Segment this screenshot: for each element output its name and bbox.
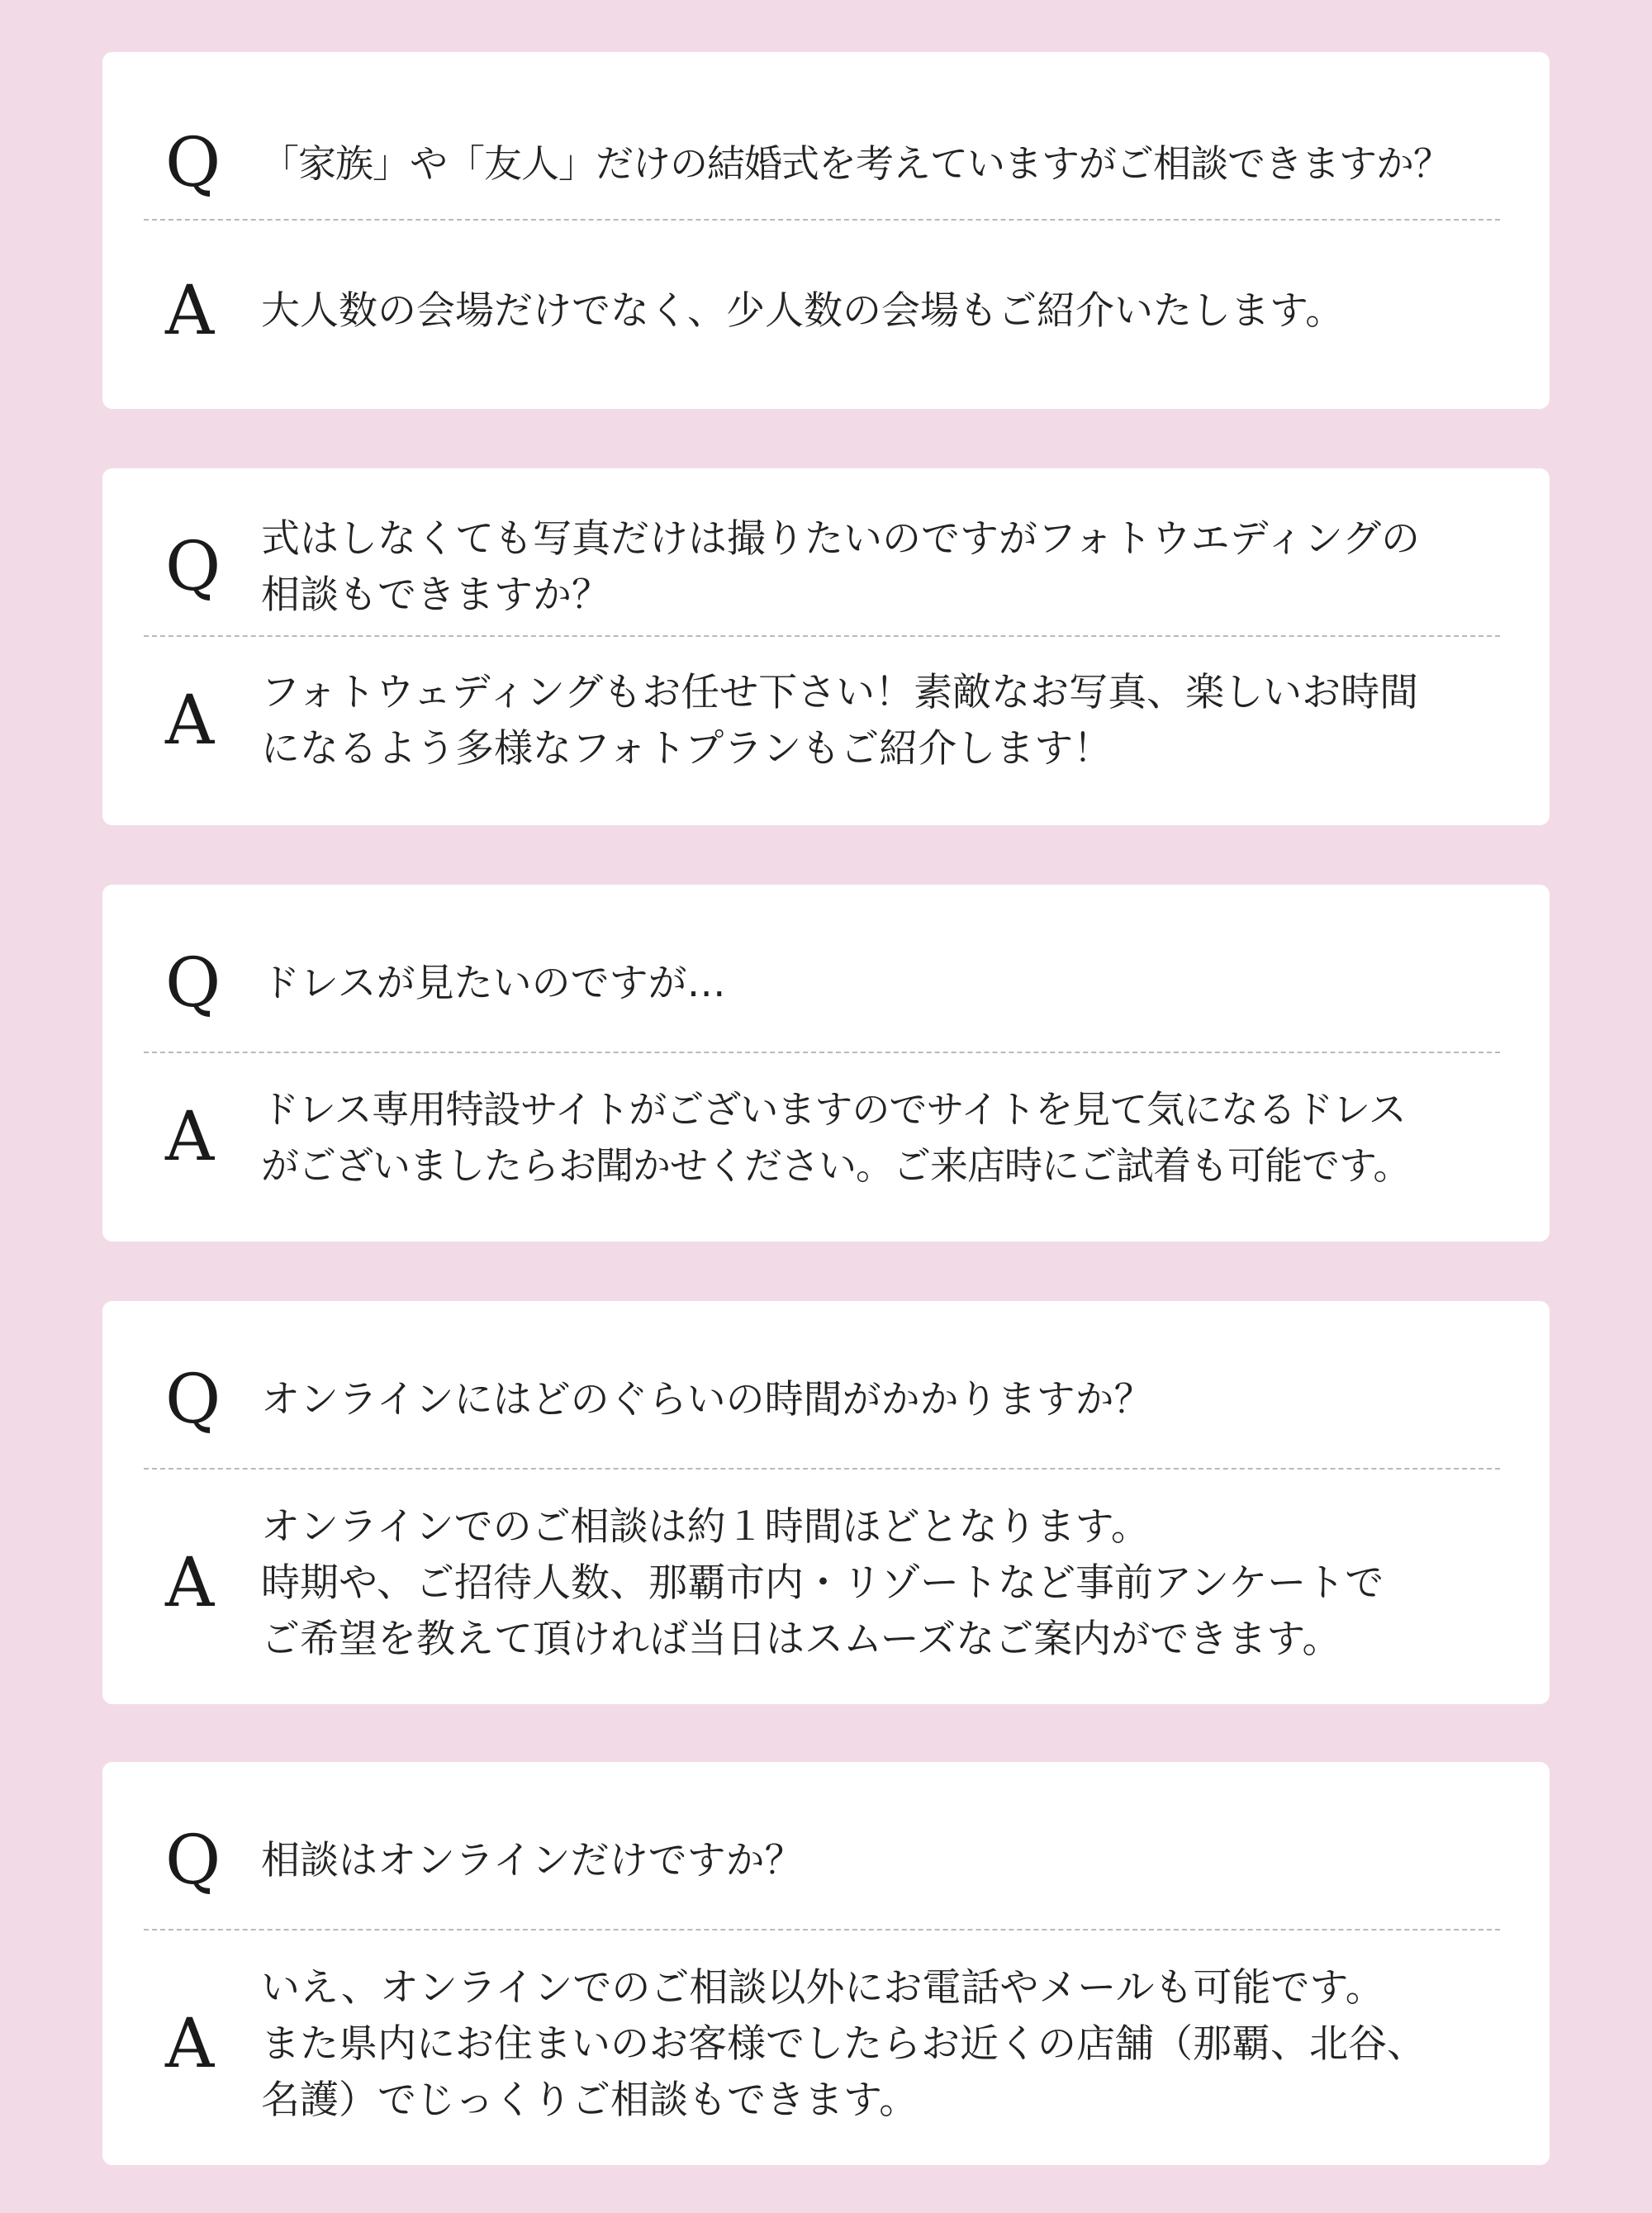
answer-text: フォトウェディングもお任せ下さい！素敵なお写真、楽しいお時間 になるよう多様なフォトプランもご紹介します！ — [261, 670, 1419, 772]
faq-card-1 — [102, 52, 1550, 409]
answer-marker: A — [165, 2005, 215, 2083]
question-marker: Q — [165, 1361, 221, 1439]
answer-marker: A — [165, 1544, 215, 1622]
question-marker: Q — [165, 124, 221, 202]
question-marker: Q — [165, 944, 221, 1023]
faq-card-4 — [102, 1301, 1550, 1704]
faq-answer-row — [165, 655, 1508, 787]
question-text: 「家族」や「友人」だけの結婚式を考えていますがご相談できますか？ — [261, 141, 1450, 186]
faq-card-5 — [102, 1762, 1550, 2165]
answer-text: いえ、オンラインでのご相談以外にお電話やメールも可能です。 また県内にお住まいのお客様でしたらお近くの店舗（那覇、北谷、 名護）でじっくりご相談もできます。 — [261, 1965, 1426, 2123]
faq-divider — [144, 219, 1500, 221]
faq-card-3 — [102, 885, 1550, 1242]
question-marker: Q — [165, 1821, 221, 1900]
faq-divider — [144, 1052, 1500, 1053]
faq-question-row — [165, 93, 1508, 234]
answer-marker: A — [165, 681, 215, 760]
faq-divider — [144, 1468, 1500, 1470]
faq-answer-row — [165, 1488, 1508, 1679]
question-marker: Q — [165, 528, 221, 606]
faq-answer-row — [165, 237, 1508, 386]
faq-question-row — [165, 1795, 1508, 1927]
faq-question-row — [165, 918, 1508, 1050]
answer-text: ドレス専用特設サイトがございますのでサイトを見て気になるドレス がございましたらお聞かせください。ご来店時にご試着も可能です。 — [261, 1087, 1411, 1188]
question-text: 相談はオンラインだけですか？ — [261, 1838, 804, 1883]
question-text: 式はしなくても写真だけは撮りたいのですがフォトウエディングの 相談もできますか？ — [261, 516, 1420, 618]
faq-question-row — [165, 501, 1508, 634]
faq-answer-row — [165, 1071, 1508, 1204]
answer-text: オンラインでのご相談は約１時間ほどとなります。 時期や、ご招待人数、那覇市内・リゾートなど事前アンケートで ご希望を教えて頂ければ当日はスムーズなご案内ができます。 — [261, 1504, 1384, 1662]
faq-answer-row — [165, 1949, 1508, 2140]
question-text: ドレスが見たいのですが… — [261, 961, 726, 1006]
answer-marker: A — [165, 272, 215, 350]
faq-question-row — [165, 1334, 1508, 1466]
faq-divider — [144, 1929, 1500, 1930]
question-text: オンラインにはどのぐらいの時間がかかりますか？ — [261, 1377, 1153, 1422]
faq-card-2 — [102, 468, 1550, 825]
answer-text: 大人数の会場だけでなく、少人数の会場もご紹介いたします。 — [261, 288, 1345, 334]
answer-marker: A — [165, 1098, 215, 1176]
faq-divider — [144, 635, 1500, 637]
